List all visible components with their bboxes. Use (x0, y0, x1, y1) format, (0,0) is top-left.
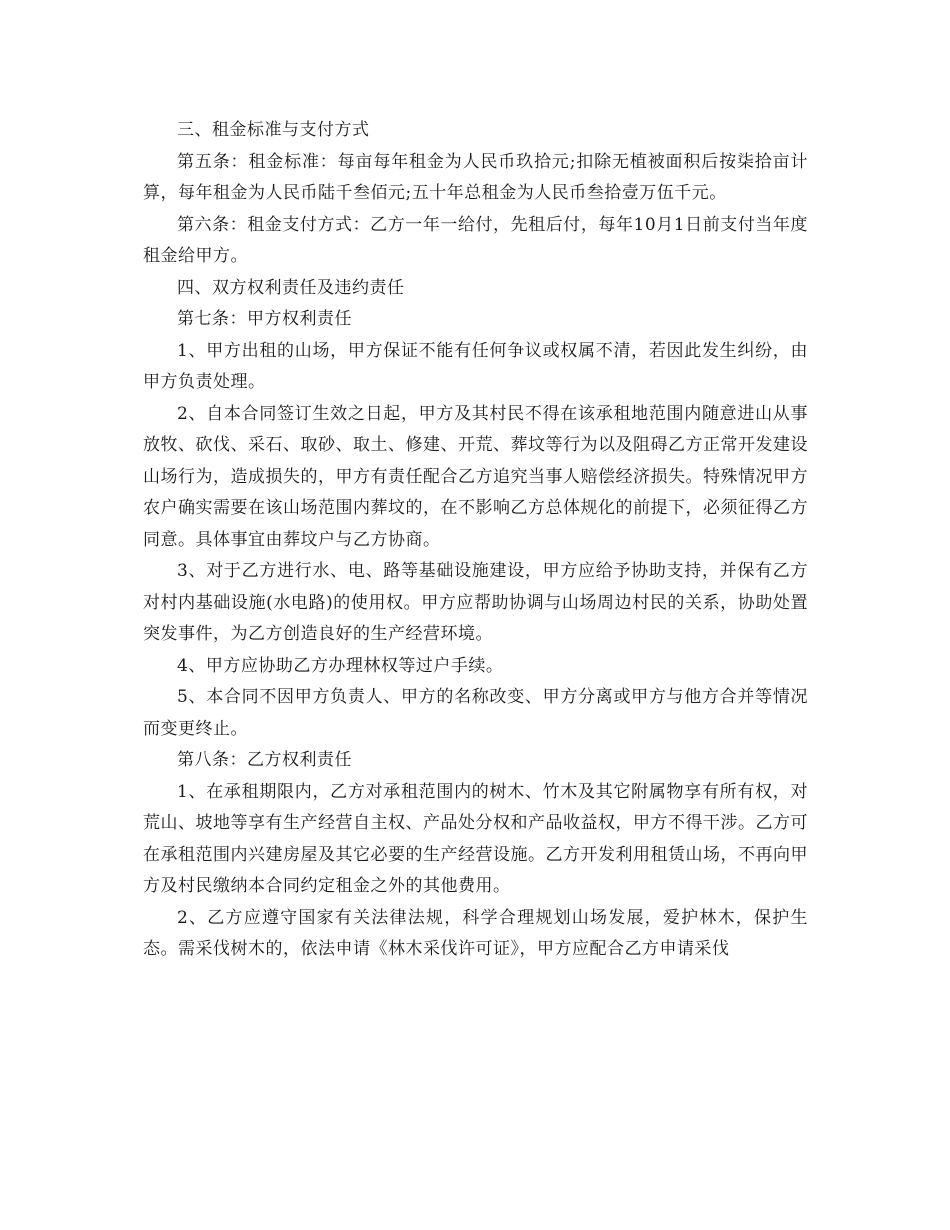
document-page (143, 115, 808, 966)
article-6-payment-method: 第六条：租金支付方式：乙方一年一给付，先租后付，每年10月1日前支付当年度租金给甲方。 (143, 214, 808, 266)
article-7-clause-4: 4、甲方应协助乙方办理林权等过户手续。 (177, 655, 504, 676)
article-8-clause-1: 1、在承租期限内，乙方对承租范围内的树木、竹木及其它附属物享有所有权，对荒山、坡地等享有生产经营自主权、产品处分权和产品收益权，甲方不得干涉。乙方可在承租范围内兴建房屋及其它必要的生产经营设施。乙方开发利用租赁山场，不再向甲方及村民缴纳本合同约定租金之外的其他费用。 (143, 781, 808, 896)
article-7-clause-5: 5、本合同不因甲方负责人、甲方的名称改变、甲方分离或甲方与他方合并等情况而变更终止。 (143, 687, 808, 739)
article-5-rent-standard: 第五条：租金标准：每亩每年租金为人民币玖拾元;扣除无植被面积后按柒拾亩计算，每年租金为人民币陆千叁佰元;五十年总租金为人民币叁拾壹万伍千元。 (143, 151, 808, 203)
section-heading-rights: 四、双方权利责任及违约责任 (177, 277, 405, 298)
article-7-clause-1: 1、甲方出租的山场，甲方保证不能有任何争议或权属不清，若因此发生纠纷，由甲方负责处理。 (143, 340, 808, 392)
article-7-heading: 第七条：甲方权利责任 (177, 309, 352, 329)
article-7-clause-2: 2、自本合同签订生效之日起，甲方及其村民不得在该承租地范围内随意进山从事放牧、砍伐、采石、取砂、取土、修建、开荒、葬坟等行为以及阻碍乙方正常开发建设山场行为，造成损失的，甲方有责任配合乙方追究当事人赔偿经济损失。特殊情况甲方农户确实需要在该山场范围内葬坟的，在不影响乙方总体规化的前提下，必须征得乙方同意。具体事宜由葬坟户与乙方协商。 (143, 403, 808, 550)
section-heading-rent: 三、租金标准与支付方式 (177, 120, 370, 140)
article-8-heading: 第八条：乙方权利责任 (177, 750, 352, 770)
article-8-clause-2: 2、乙方应遵守国家有关法律法规，科学合理规划山场发展，爱护林木，保护生态。需采伐树木的，依法申请《林木采伐许可证》，甲方应配合乙方申请采伐 (143, 907, 808, 959)
article-7-clause-3: 3、对于乙方进行水、电、路等基础设施建设，甲方应给予协助支持，并保有乙方对村内基础设施(水电路)的使用权。甲方应帮助协调与山场周边村民的关系，协助处置突发事件，为乙方创造良好的生产经营环境。 (143, 561, 808, 644)
